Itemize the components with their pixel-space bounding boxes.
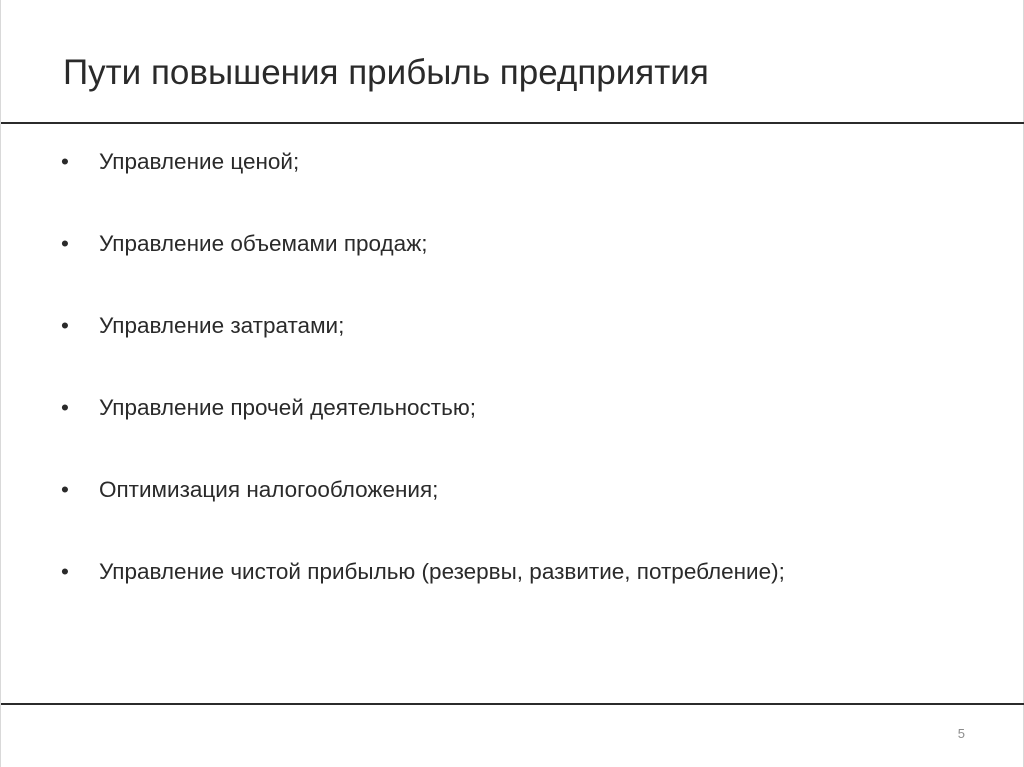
bullet-icon: •: [61, 149, 69, 174]
bullet-item: [61, 474, 941, 506]
bullet-icon: •: [61, 559, 69, 584]
bullet-icon: •: [61, 313, 69, 338]
bullet-text: Управление прочей деятельностью;: [99, 395, 476, 420]
bullet-icon: •: [61, 231, 69, 256]
bullet-item: [61, 146, 941, 178]
bullet-icon: •: [61, 477, 69, 502]
bullet-item: [61, 392, 941, 424]
bullet-item: [61, 556, 941, 588]
bullet-text: Управление ценой;: [99, 149, 300, 174]
bullet-text: Управление затратами;: [99, 313, 345, 338]
bullet-item: [61, 228, 941, 260]
page-number: 5: [957, 726, 965, 741]
bullet-icon: •: [61, 395, 69, 420]
bullet-item: [61, 310, 941, 342]
bullet-text: Управление объемами продаж;: [99, 231, 428, 256]
bullet-list: [61, 146, 941, 588]
slide-title: Пути повышения прибыль предприятия: [63, 53, 709, 92]
title-divider: [1, 122, 1024, 124]
footer-divider: [1, 703, 1024, 705]
bullet-text: Управление чистой прибылью (резервы, развитие, потребление);: [99, 559, 785, 584]
bullet-text: Оптимизация налогообложения;: [99, 477, 439, 502]
